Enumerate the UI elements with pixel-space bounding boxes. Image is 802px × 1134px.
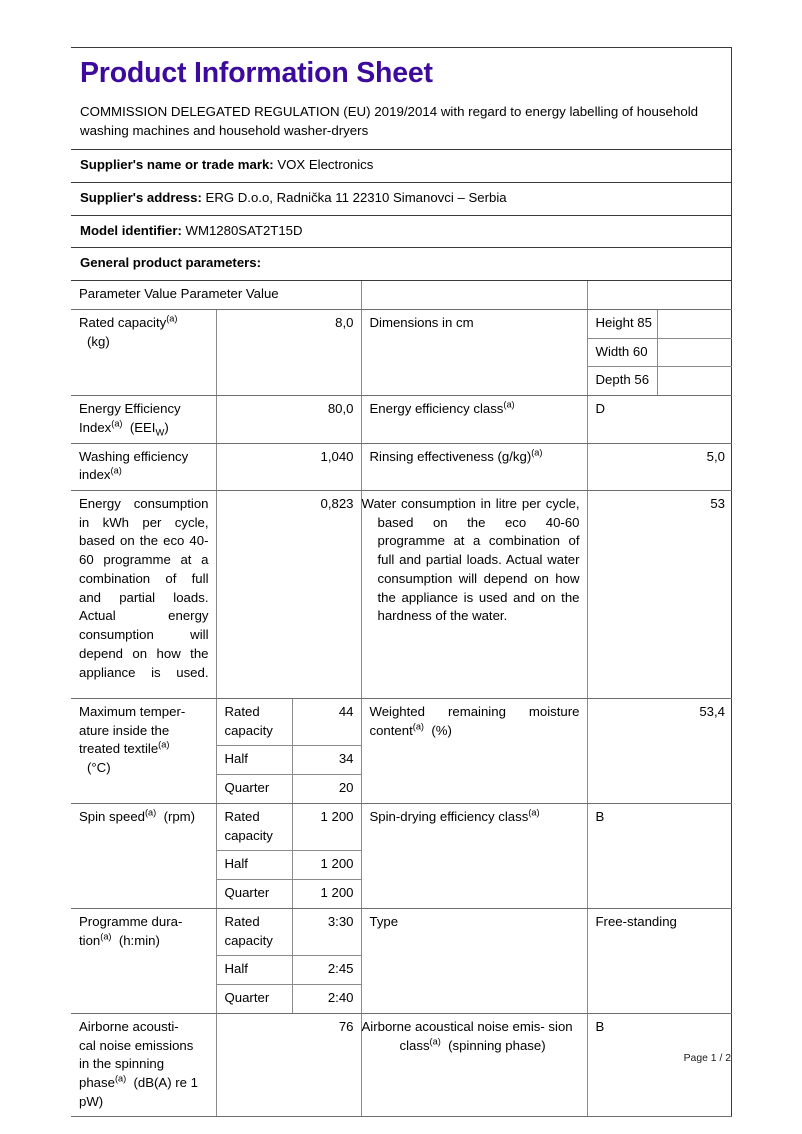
spin-speed-param <box>71 803 216 908</box>
footnote-marker: (a) <box>503 399 515 410</box>
table-row <box>71 908 732 1013</box>
energy-class-value: D <box>587 396 732 443</box>
supplier-name-value: VOX Electronics <box>277 157 374 173</box>
spin-drying-class-label: Spin-drying efficiency class <box>369 808 529 824</box>
dimension-width-blank <box>658 338 733 367</box>
sub-row <box>217 956 361 985</box>
table-header-label: Parameter Value Parameter Value <box>71 281 361 309</box>
sub-value-half: 2:45 <box>293 956 361 985</box>
product-information-sheet <box>71 47 732 1117</box>
eei-value: 80,0 <box>216 396 361 443</box>
sub-label-half: Half <box>217 746 293 775</box>
footnote-marker: (a) <box>412 721 424 732</box>
dimensions-cell <box>587 309 732 395</box>
sub-row <box>217 909 361 956</box>
noise-line4-pre: phase <box>79 1074 115 1090</box>
noise-line5: pW) <box>79 1093 104 1109</box>
max-temperature-line3: treated textile <box>79 741 159 757</box>
footnote-marker: (a) <box>166 313 178 324</box>
eei-param-line1: Energy Efficiency <box>79 401 181 417</box>
table-row <box>71 443 732 490</box>
dimension-height-blank <box>658 310 733 338</box>
sub-value-rated-capacity: 1 200 <box>293 804 361 851</box>
dimension-row <box>588 310 733 338</box>
spin-speed-subtable-cell <box>216 803 361 908</box>
water-consumption-text: Water consumption in litre per cycle, based on the eco 40-60 programme at a combination of full and partial loads. Actual water consumption will depend on how the appliance is used and on the hardness of the water. <box>361 495 580 624</box>
eei-param-line2-pre: Index <box>79 419 112 435</box>
footnote-marker: (a) <box>114 1073 127 1084</box>
table-header-spacer-1 <box>361 281 587 309</box>
noise-class-line2-pre: sion class <box>399 1018 573 1053</box>
programme-duration-line2-pre: tion <box>79 932 101 948</box>
sub-label-quarter: Quarter <box>217 775 293 803</box>
page-title: Product Information Sheet <box>80 57 433 89</box>
model-identifier-label: Model identifier: <box>80 222 182 238</box>
spin-drying-class-param <box>361 803 587 908</box>
sub-label-quarter: Quarter <box>217 985 293 1013</box>
max-temperature-line2: ature inside the <box>79 722 170 738</box>
table-row <box>71 803 732 908</box>
noise-class-param <box>361 1013 587 1117</box>
type-param: Type <box>361 908 587 1013</box>
washing-efficiency-line1: Washing efficiency <box>79 448 189 464</box>
sub-label-half: Half <box>217 851 293 880</box>
programme-duration-unit: (h:min) <box>118 932 160 948</box>
sub-row <box>217 746 361 775</box>
energy-consumption-value: 0,823 <box>216 490 361 698</box>
supplier-name-row <box>71 150 731 183</box>
sub-label-half: Half <box>217 956 293 985</box>
max-temperature-unit: (°C) <box>87 760 111 776</box>
type-value: Free-standing <box>587 908 732 1013</box>
sub-row <box>217 851 361 880</box>
max-temperature-param <box>71 698 216 803</box>
noise-class-phase: (spinning phase) <box>448 1037 546 1053</box>
rinsing-effectiveness-label: Rinsing effectiveness (g/kg) <box>369 448 532 464</box>
table-row <box>71 1013 732 1117</box>
max-temperature-line1: Maximum temper- <box>79 703 186 719</box>
supplier-address-label: Supplier's address: <box>80 189 202 205</box>
noise-unit: (dB(A) re 1 <box>133 1074 198 1090</box>
page-footer: Page 1 / 2 <box>683 1053 731 1064</box>
dimension-depth-blank <box>658 367 733 395</box>
dimension-depth: Depth 56 <box>588 367 658 395</box>
supplier-address-row <box>71 183 731 216</box>
sub-label-rated-capacity: Rated capacity <box>217 699 293 746</box>
sub-row <box>217 699 361 746</box>
moisture-content-value: 53,4 <box>587 698 732 803</box>
eei-param <box>71 396 216 443</box>
table-header-row <box>71 281 732 309</box>
rinsing-effectiveness-param <box>361 443 587 490</box>
eei-param-abbrev: (EEI <box>129 419 156 435</box>
washing-efficiency-param <box>71 443 216 490</box>
moisture-content-unit: (%) <box>431 722 452 738</box>
washing-efficiency-value: 1,040 <box>216 443 361 490</box>
table-row <box>71 490 732 698</box>
sub-value-rated-capacity: 44 <box>293 699 361 746</box>
rinsing-effectiveness-value: 5,0 <box>587 443 732 490</box>
model-identifier-row <box>71 216 731 249</box>
table-header-spacer-2 <box>587 281 732 309</box>
noise-class-value: B <box>587 1013 732 1117</box>
dimension-row <box>588 367 733 395</box>
eei-param-subscript: W <box>155 426 165 438</box>
rated-capacity-value: 8,0 <box>216 309 361 395</box>
moisture-content-line1: Weighted remaining moisture <box>369 703 580 719</box>
sub-value-rated-capacity: 3:30 <box>293 909 361 956</box>
moisture-content-param <box>361 698 587 803</box>
programme-duration-subtable <box>217 909 361 1013</box>
dimensions-table <box>588 310 733 395</box>
noise-line2: cal noise emissions <box>79 1037 194 1053</box>
washing-efficiency-line2: index <box>79 467 111 483</box>
rated-capacity-param-text: Rated capacity <box>79 314 167 330</box>
regulation-intro: COMMISSION DELEGATED REGULATION (EU) 2019/2014 with regard to energy labelling of household washing machines and household washer-dryers <box>71 95 731 151</box>
footnote-marker: (a) <box>145 807 157 818</box>
energy-consumption-param: Energy consumption in kWh per cycle, based on the eco 40-60 programme at a combination of full and partial loads. Actual energy consumption will depend on how the appliance is used. <box>71 490 216 698</box>
general-parameters-label: General product parameters: <box>80 255 262 271</box>
sub-value-quarter: 1 200 <box>320 885 354 901</box>
spin-speed-subtable <box>217 804 361 908</box>
spin-speed-label: Spin speed <box>79 808 145 824</box>
footnote-marker: (a) <box>100 931 112 942</box>
eei-param-paren: ) <box>164 419 169 435</box>
noise-class-line1: Airborne acoustical noise emis- <box>361 1018 545 1034</box>
footnote-marker: (a) <box>531 447 543 458</box>
footnote-marker: (a) <box>158 740 170 751</box>
sub-row <box>217 804 361 851</box>
dimension-row <box>588 338 733 367</box>
sub-value-half: 1 200 <box>293 851 361 880</box>
moisture-content-line2-pre: content <box>369 722 413 738</box>
energy-class-label: Energy efficiency class <box>369 401 504 417</box>
rated-capacity-param <box>71 309 216 395</box>
noise-emissions-value: 76 <box>216 1013 361 1117</box>
title-block <box>71 48 731 95</box>
sub-row <box>217 880 361 908</box>
rated-capacity-unit: (kg) <box>87 333 110 349</box>
max-temperature-subtable-cell <box>216 698 361 803</box>
spin-drying-class-value: B <box>587 803 732 908</box>
footnote-marker: (a) <box>110 465 122 476</box>
footnote-marker: (a) <box>429 1036 441 1047</box>
water-consumption-value: 53 <box>587 490 732 698</box>
dimension-width: Width 60 <box>588 338 658 367</box>
parameters-table <box>71 281 732 1117</box>
sub-row <box>217 985 361 1013</box>
energy-class-param <box>361 396 587 443</box>
dimensions-param: Dimensions in cm <box>361 309 587 395</box>
table-row <box>71 309 732 395</box>
water-consumption-param <box>361 490 587 698</box>
sub-value-quarter: 2:40 <box>327 990 354 1006</box>
footnote-marker: (a) <box>111 418 123 429</box>
programme-duration-subtable-cell <box>216 908 361 1013</box>
sub-label-rated-capacity: Rated capacity <box>217 909 293 956</box>
sub-label-quarter: Quarter <box>217 880 293 908</box>
table-row <box>71 698 732 803</box>
supplier-name-label: Supplier's name or trade mark: <box>80 157 274 173</box>
dimension-height: Height 85 <box>588 310 658 338</box>
sub-value-quarter: 20 <box>338 780 354 796</box>
noise-line1: Airborne acousti- <box>79 1018 179 1034</box>
max-temperature-subtable <box>217 699 361 803</box>
footnote-marker: (a) <box>528 807 540 818</box>
sub-label-rated-capacity: Rated capacity <box>217 804 293 851</box>
sub-value-half: 34 <box>293 746 361 775</box>
table-row <box>71 396 732 443</box>
general-parameters-heading <box>71 248 731 281</box>
model-identifier-value: WM1280SAT2T15D <box>185 222 303 238</box>
noise-line3: in the spinning <box>79 1056 165 1072</box>
spin-speed-unit: (rpm) <box>163 808 196 824</box>
supplier-address-value: ERG D.o.o, Radnička 11 22310 Simanovci – Serbia <box>205 189 507 205</box>
sub-row <box>217 775 361 803</box>
noise-emissions-param <box>71 1013 216 1117</box>
noise-class-text <box>362 1018 580 1055</box>
programme-duration-param <box>71 908 216 1013</box>
programme-duration-line1: Programme dura- <box>79 913 183 929</box>
